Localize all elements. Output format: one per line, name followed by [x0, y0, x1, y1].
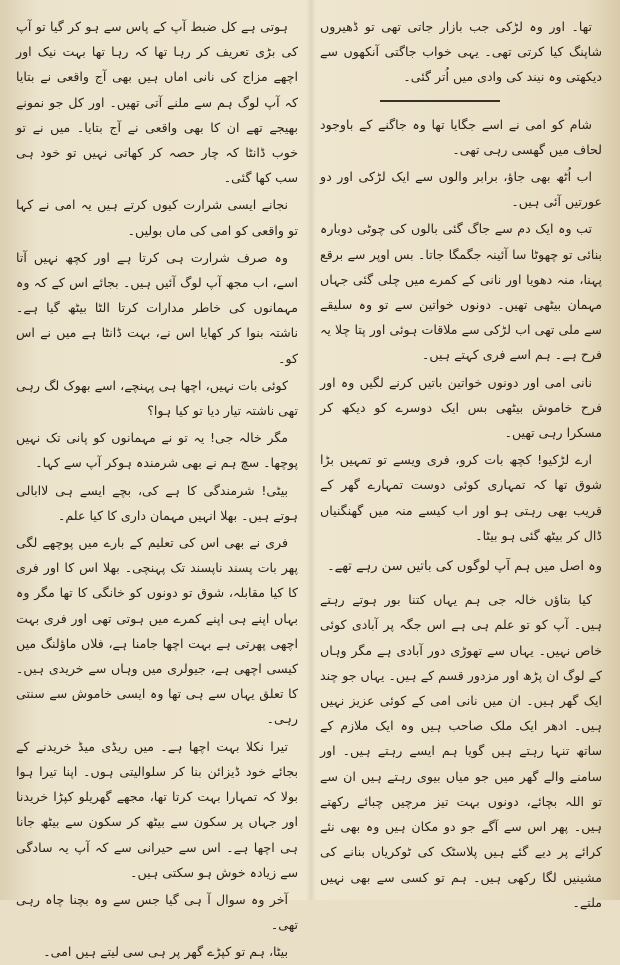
paragraph: تیرا نکلا بہت اچھا ہے۔ میں ریڈی میڈ خریدنے کے بجائے خود ڈیزائن بنا کر سلوالیتی ہوں۔ اپنا تیرا ہوا بولا کہ تمہارا بہت کرتا تھا، مجھے گھریلو کپڑا خریدنا اور جہاں پر سکون سے بیٹھ کر سکون سے بیٹھ جانا ہی اچھا ہے۔ اس سے حیرانی سے کہ آپ یہ سادگی سے زیادہ خوش ہو سکتی ہیں۔ — [16, 738, 298, 880]
paragraph: وہ صرف شرارت ہی کرتا ہے اور کچھ نہیں آتا اسے، اب مجھ آپ لوگ آئیں ہیں۔ بجائے اس کے کہ وہ مہمانوں کی خاطر مدارات کرتا الٹا بیٹھ گیا ہے۔ ناشتہ بنوا کر کھایا اس نے، بہت ڈانٹا ہے میں نے اس کو۔ — [16, 249, 298, 366]
paragraph: بیٹی! شرمندگی کا ہے کی، بچے ایسے ہی لاابالی ہوتے ہیں۔ بھلا انہیں مہمان داری کا کیا علم۔ — [16, 482, 298, 523]
paragraph: اب اُٹھ بھی جاؤ، برابر والوں سے ایک لڑکی اور دو عورتیں آئی ہیں۔ — [320, 169, 602, 210]
left-text-column — [16, 14, 298, 960]
paragraph: بیٹا، ہم تو کپڑے گھر پر ہی سی لیتے ہیں امی۔ — [43, 944, 288, 960]
section-divider — [380, 100, 500, 102]
paragraph: کیا بتاؤں خالہ جی ہم یہاں کتنا بور ہوتے رہتے ہیں۔ آپ کو تو علم ہی ہے اس جگہ پر آبادی کوئی خاص نہیں۔ یہاں سے تھوڑی دور آبادی ہے مگر وہاں کے لوگ ان پڑھ اور مزدور قسم کے ہیں۔ یہاں جو چند ایک گھر ہیں۔ ان میں نانی امی کے کوئی عزیز نہیں ہیں۔ ادھر ایک ملک صاحب ہیں وہ ایک ملازم کے ساتھ تنہا رہتے ہیں گویا ہم ایسے رہتے ہیں۔ اور سامنے والے گھر میں جو میاں بیوی رہتے ہیں ان سے تو اللہ بچائے، دونوں بہت تیز مرچیں چبائے رکھتے ہیں۔ پھر اس سے آگے جو دو مکان ہیں وہ بھی نئے کرائے پر دیے گئے ہیں پلاسٹک کی ٹوکریاں بنانے کی مشینیں لگا رکھی ہیں۔ ہم تو کسی سے بھی نہیں ملتے۔ — [320, 592, 602, 910]
paragraph: نانی امی اور دونوں خواتین باتیں کرنے لگیں وہ اور فرح خاموش بیٹھی بس ایک دوسرے کو دیکھ کر مسکرا رہی تھیں۔ — [320, 374, 602, 441]
paragraph: شام کو امی نے اسے جگایا تھا وہ جاگنے کے باوجود لحاف میں گھسی رہی تھی۔ — [320, 116, 602, 157]
paragraph: ارے لڑکیو! کچھ بات کرو، فری ویسے تو تمہیں بڑا شوق تھا کہ تمہاری کوئی دوست تمہارے گھر کے قریب بھی رہتی ہو اور اب کیسے منہ میں گھنگنیاں ڈال کر بیٹھ گئی ہو بیٹا۔ — [320, 452, 602, 543]
column-gutter — [306, 0, 316, 900]
paragraph: وہ اصل میں ہم آپ لوگوں کی باتیں سن رہے تھے۔ — [327, 559, 602, 575]
paragraph: تب وہ ایک دم سے جاگ گئی بالوں کی چوٹی دوبارہ بنائی تو چھوٹا سا آئینہ جگمگا جاتا۔ بس اوپر سے برقع پہنا، منہ دھویا اور نانی کے کمرے میں چلی گئی جہاں مہمان بیٹھی تھیں۔ دونوں خواتین سے تو وہ سلیقے سے ملی تھی اب لڑکی سے ملاقات ہوئی اور پتا چلا یہ فرح ہے۔ ہم اسے فری کہتے ہیں۔ — [320, 221, 602, 363]
paragraph: مگر خالہ جی! یہ تو نے مہمانوں کو پانی تک نہیں پوچھا۔ سچ ہم نے بھی شرمندہ ہوکر آپ سے کہا۔ — [16, 430, 298, 471]
paragraph: کوئی بات نہیں، اچھا ہی پہنچے، اسے بھوک لگ رہی تھی ناشتہ تیار دیا تو کیا ہوا؟ — [16, 377, 298, 419]
paragraph: ہوتی ہے کل ضبط آپ کے پاس سے ہو کر گیا تو آپ کی بڑی تعریف کر رہا تھا کہ رہا تھا بہت نیک اور اچھے مزاج کی نانی اماں ہیں بھی آج واقعی نے بتایا کہ آپ لوگ ہم سے ملنے آتی تھیں۔ اور کل جو نمونے بھیجے تھے ان کا بھی واقعی نے آج بتایا۔ میں نے تو خوب ڈانٹا کہ چار حصہ کر کھاتی نہیں تو خود ہی سب کھا گئی۔ — [16, 19, 298, 186]
paragraph: تھا۔ اور وہ لڑکی جب بازار جاتی تھی تو ڈھیروں شاپنگ کیا کرتی تھی۔ یہی خواب جاگتی آنکھوں سے دیکھتی وہ نیند کی وادی میں اُتر گئی۔ — [320, 19, 602, 85]
paragraph: آخر وہ سوال آ ہی گیا جس سے وہ بچنا چاہ رہی تھی۔ — [16, 891, 298, 933]
paragraph: نجانے ایسی شرارت کیوں کرتے ہیں یہ امی نے کہا تو واقعی کو امی کی ماں بولیں۔ — [16, 197, 298, 238]
right-text-column — [320, 14, 602, 910]
paragraph: فری نے بھی اس کی تعلیم کے بارے میں پوچھے لگی پھر بات پسند ناپسند تک پہنچی۔ بھلا اس کا اور فری کا کیا مقابلہ، شوق تو دونوں کو خانگی کا تھا مگر وہ بہاں اپنے ہی اپنے کمرے میں ہوتی تھی اور فری بہت اچھی پھرتی ہے بہت اچھا جامنا ہے، فلاں ماؤلنگ میں کیسی اچھی ہے، جیولری میں وہاں سے خریدی ہیں۔ کا تعلق یہاں سے ہی تھا وہ ایسی خاموش سے سنتی رہی۔ — [16, 535, 298, 727]
